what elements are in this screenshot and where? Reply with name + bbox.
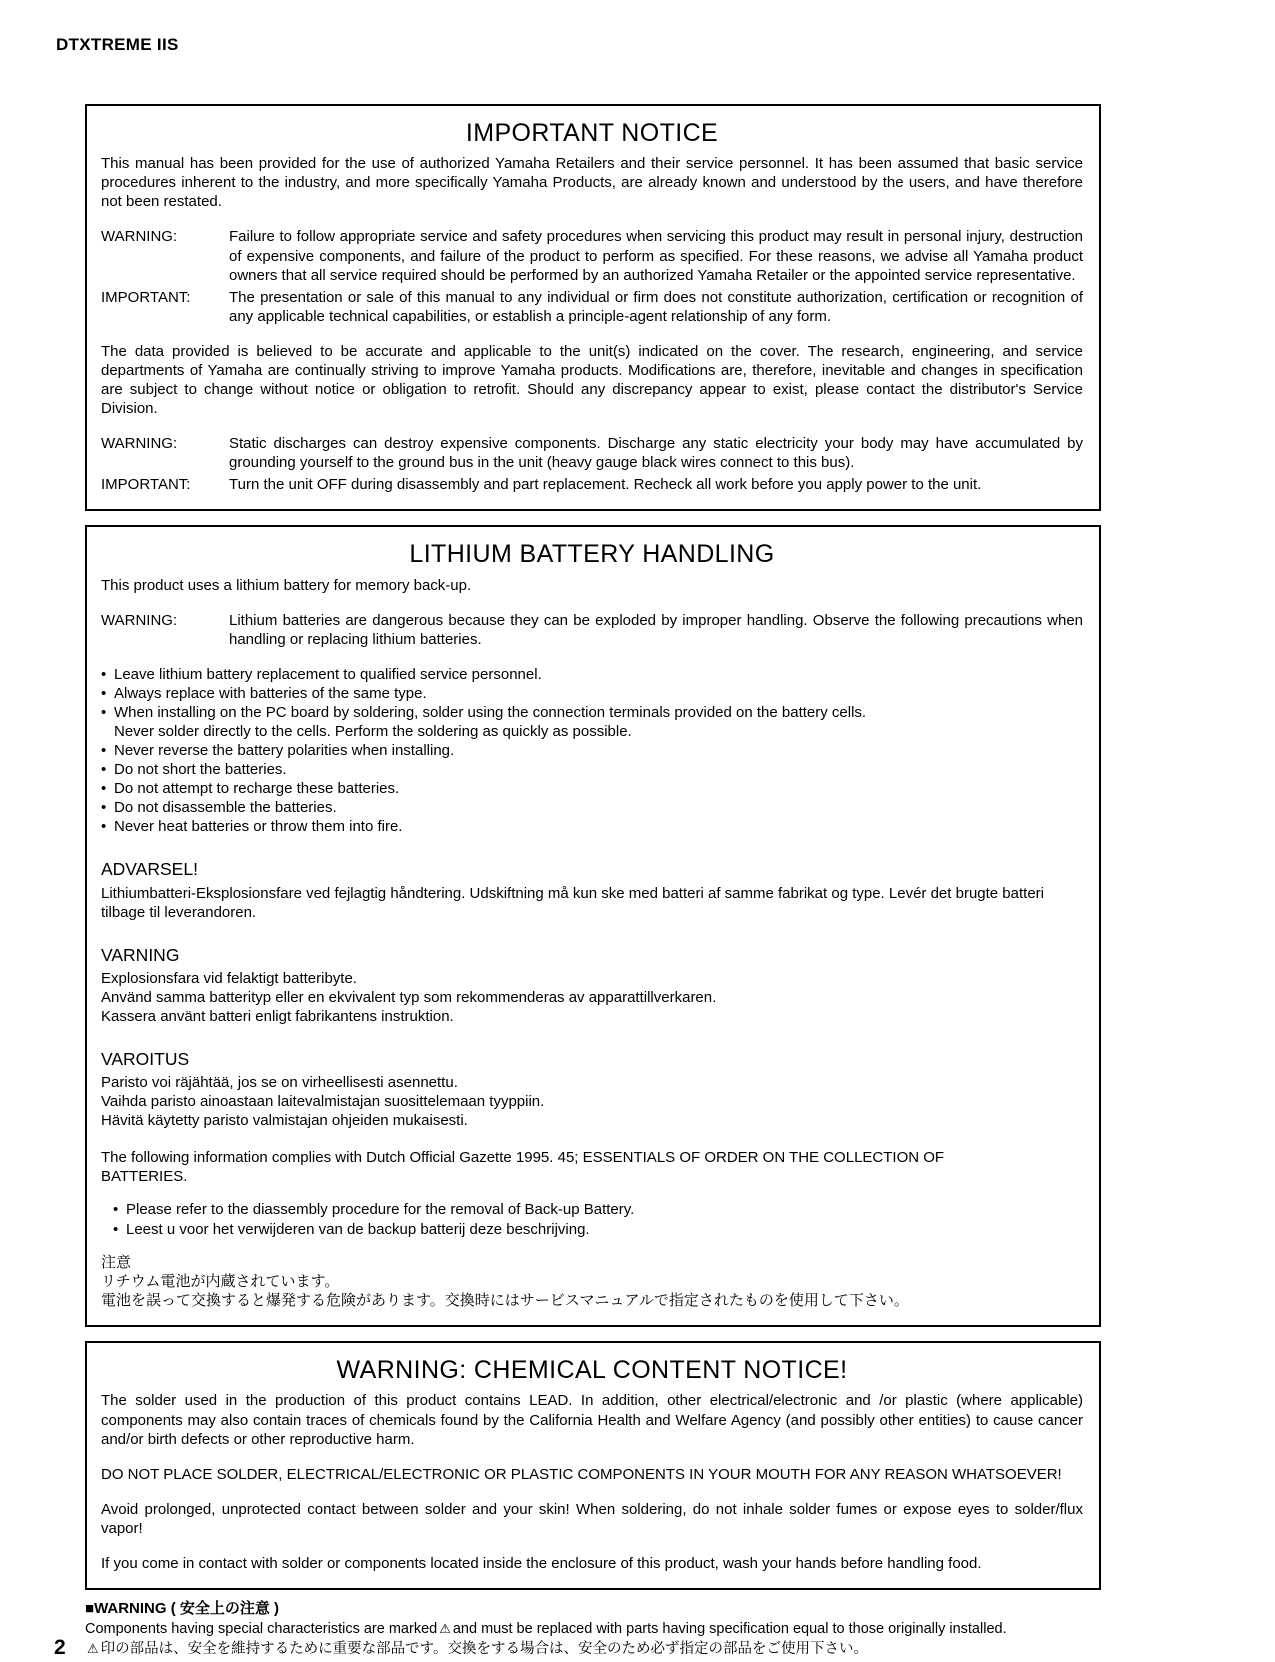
warning-label: WARNING: (101, 434, 178, 452)
advarsel-heading: ADVARSEL! (101, 859, 198, 880)
list-item: • Leave lithium battery replacement to qualified service personnel. (101, 665, 1083, 684)
footer-warning-line-jp (85, 1640, 1275, 1658)
important-notice-box (85, 104, 1101, 511)
list-item: • Do not short the batteries. (101, 760, 1083, 779)
important-row (101, 288, 1083, 326)
list-item: • Never heat batteries or throw them into fire. (101, 817, 1083, 836)
list-item: • Do not disassemble the batteries. (101, 798, 1083, 817)
lithium-battery-intro: This product uses a lithium battery for memory back-up. (101, 576, 472, 594)
varning-line: Kassera använt batteri enligt fabrikantens instruktion. (101, 1007, 454, 1025)
warning-label: WARNING: (101, 228, 178, 246)
important-notice-intro: This manual has been provided for the use of authorized Yamaha Retailers and their service personnel. It has been assumed that basic service procedures inherent to the industry, and more specifically Yamaha Products, are already known and understood by the users, and have therefore not been restated. (101, 155, 1083, 211)
warning-text: Lithium batteries are dangerous because they can be exploded by improper handling. Observe the following precautions when handling or replacing lithium batteries. (229, 611, 1083, 648)
page-header-model: DTXTREME IIS (56, 35, 179, 54)
list-item: • When installing on the PC board by soldering, solder using the connection terminals provided on the battery cells. (101, 703, 1083, 722)
important-label: IMPORTANT: (101, 288, 191, 306)
advarsel-text: Lithiumbatteri-Eksplosionsfare ved fejlagtig håndtering. Udskiftning må kun ske med batteri af samme fabrikat og type. Levér det brugte batteri tilbage til leverandoren. (101, 884, 1044, 921)
chemical-notice-paragraph: DO NOT PLACE SOLDER, ELECTRICAL/ELECTRONIC OR PLASTIC COMPONENTS IN YOUR MOUTH FOR ANY REASON WHATSOEVER! (101, 1465, 1062, 1483)
battery-precaution-list (101, 665, 1083, 836)
varoitus-line: Hävitä käytetty paristo valmistajan ohjeiden mukaisesti. (101, 1112, 468, 1130)
footer-warning-heading (85, 1599, 1275, 1618)
warning-triangle-icon: ⚠ (439, 1620, 451, 1636)
warning-triangle-icon: ⚠ (87, 1641, 99, 1657)
footer-warning-line-en (85, 1620, 1275, 1638)
black-square-icon: ■ (85, 1599, 95, 1617)
important-notice-data-paragraph: The data provided is believed to be accurate and applicable to the unit(s) indicated on the cover. The research, engineering, and service departments of Yamaha are continually striving to improve Yamaha products. Modifications are, therefore, inevitable and changes in specification are subject to change without notice or obligation to retrofit. Should any discrepancy appear to exist, please contact the distributor's Service Division. (101, 342, 1083, 417)
list-item: • Do not attempt to recharge these batteries. (101, 779, 1083, 798)
varning-line: Använd samma batterityp eller en ekvivalent typ som rekommenderas av apparattillverkaren. (101, 988, 717, 1006)
chemical-notice-title: WARNING: CHEMICAL CONTENT NOTICE! (336, 1355, 848, 1384)
varning-line: Explosionsfara vid felaktigt batteribyte. (101, 969, 357, 987)
varoitus-line: Vaihda paristo ainoastaan laitevalmistajan suosittelemaan tyyppiin. (101, 1093, 545, 1111)
footer-warning-heading-text: WARNING ( 安全上の注意 ) (94, 1599, 280, 1617)
japanese-caution-line: リチウム電池が内蔵されています。 (101, 1272, 340, 1290)
japanese-caution-line: 電池を誤って交換すると爆発する危険があります。交換時にはサービスマニュアルで指定されたものを使用して下さい。 (101, 1291, 909, 1309)
list-item: • Never reverse the battery polarities when installing. (101, 741, 1083, 760)
dutch-gazette-notice: The following information complies with Dutch Official Gazette 1995. 45; ESSENTIALS OF ORDER ON THE COLLECTION OF BATTERIES. (101, 1149, 945, 1186)
warning-label: WARNING: (101, 611, 178, 629)
japanese-caution-heading: 注意 (101, 1253, 132, 1271)
warning-text: Static discharges can destroy expensive components. Discharge any static electricity your body may have accumulated by grounding yourself to the ground bus in the unit (heavy gauge black wires connect to this bus). (229, 434, 1083, 471)
important-row (101, 475, 1083, 494)
warning-row (101, 227, 1083, 284)
important-notice-title: IMPORTANT NOTICE (465, 118, 719, 147)
warning-text: Failure to follow appropriate service and safety procedures when servicing this product may result in personal injury, destruction of expensive components, and failure of the product to perform as specified. For these reasons, we advise all Yamaha product owners that all service required should be performed by an authorized Yamaha Retailer or the appointed service representative. (229, 228, 1083, 284)
warning-row (101, 434, 1083, 472)
varoitus-line: Paristo voi räjähtää, jos se on virheellisesti asennettu. (101, 1074, 458, 1092)
important-label: IMPORTANT: (101, 475, 191, 493)
chemical-notice-paragraph: Avoid prolonged, unprotected contact between solder and your skin! When soldering, do not inhale solder fumes or expose eyes to solder/flux vapor! (101, 1500, 1083, 1537)
footer-line1-before: Components having special characteristics are marked (85, 1620, 438, 1637)
important-text: Turn the unit OFF during disassembly and part replacement. Recheck all work before you apply power to the unit. (229, 475, 982, 493)
lithium-battery-box (85, 525, 1101, 1327)
footer-line1-after: and must be replaced with parts having specification equal to those originally installed. (452, 1620, 1007, 1637)
list-item: • Always replace with batteries of the same type. (101, 684, 1083, 703)
list-item: • Please refer to the diassembly procedure for the removal of Back-up Battery. (113, 1200, 1083, 1219)
safety-footer (54, 1599, 1275, 1659)
chemical-notice-box (85, 1341, 1101, 1590)
warning-row (101, 611, 1083, 649)
backup-battery-list (113, 1200, 1083, 1238)
varoitus-heading: VAROITUS (101, 1049, 190, 1070)
list-item: • Leest u voor het verwijderen van de backup batterij deze beschrijving. (113, 1220, 1083, 1239)
list-item-continuation: Never solder directly to the cells. Perform the soldering as quickly as possible. (114, 723, 632, 741)
important-text: The presentation or sale of this manual to any individual or firm does not constitute authorization, certification or recognition of any applicable technical capabilities, or establish a principle-agent relationship of any form. (229, 288, 1083, 325)
chemical-notice-paragraph: If you come in contact with solder or components located inside the enclosure of this product, wash your hands before handling food. (101, 1554, 982, 1572)
varning-heading: VARNING (101, 944, 180, 965)
page-number: 2 (54, 1635, 66, 1659)
lithium-battery-title: LITHIUM BATTERY HANDLING (409, 540, 775, 569)
footer-line2-text: 印の部品は、安全を維持するために重要な部品です。交換をする場合は、安全のため必ず指定の部品をご使用下さい。 (100, 1641, 868, 1658)
japanese-caution-block (101, 1253, 1083, 1310)
chemical-notice-paragraph: The solder used in the production of this product contains LEAD. In addition, other electrical/electronic and /or plastic (where applicable) components may also contain traces of chemicals found by the California Health and Welfare Agency (and possibly other entities) to cause cancer and/or birth defects or other reproductive harm. (101, 1392, 1083, 1448)
